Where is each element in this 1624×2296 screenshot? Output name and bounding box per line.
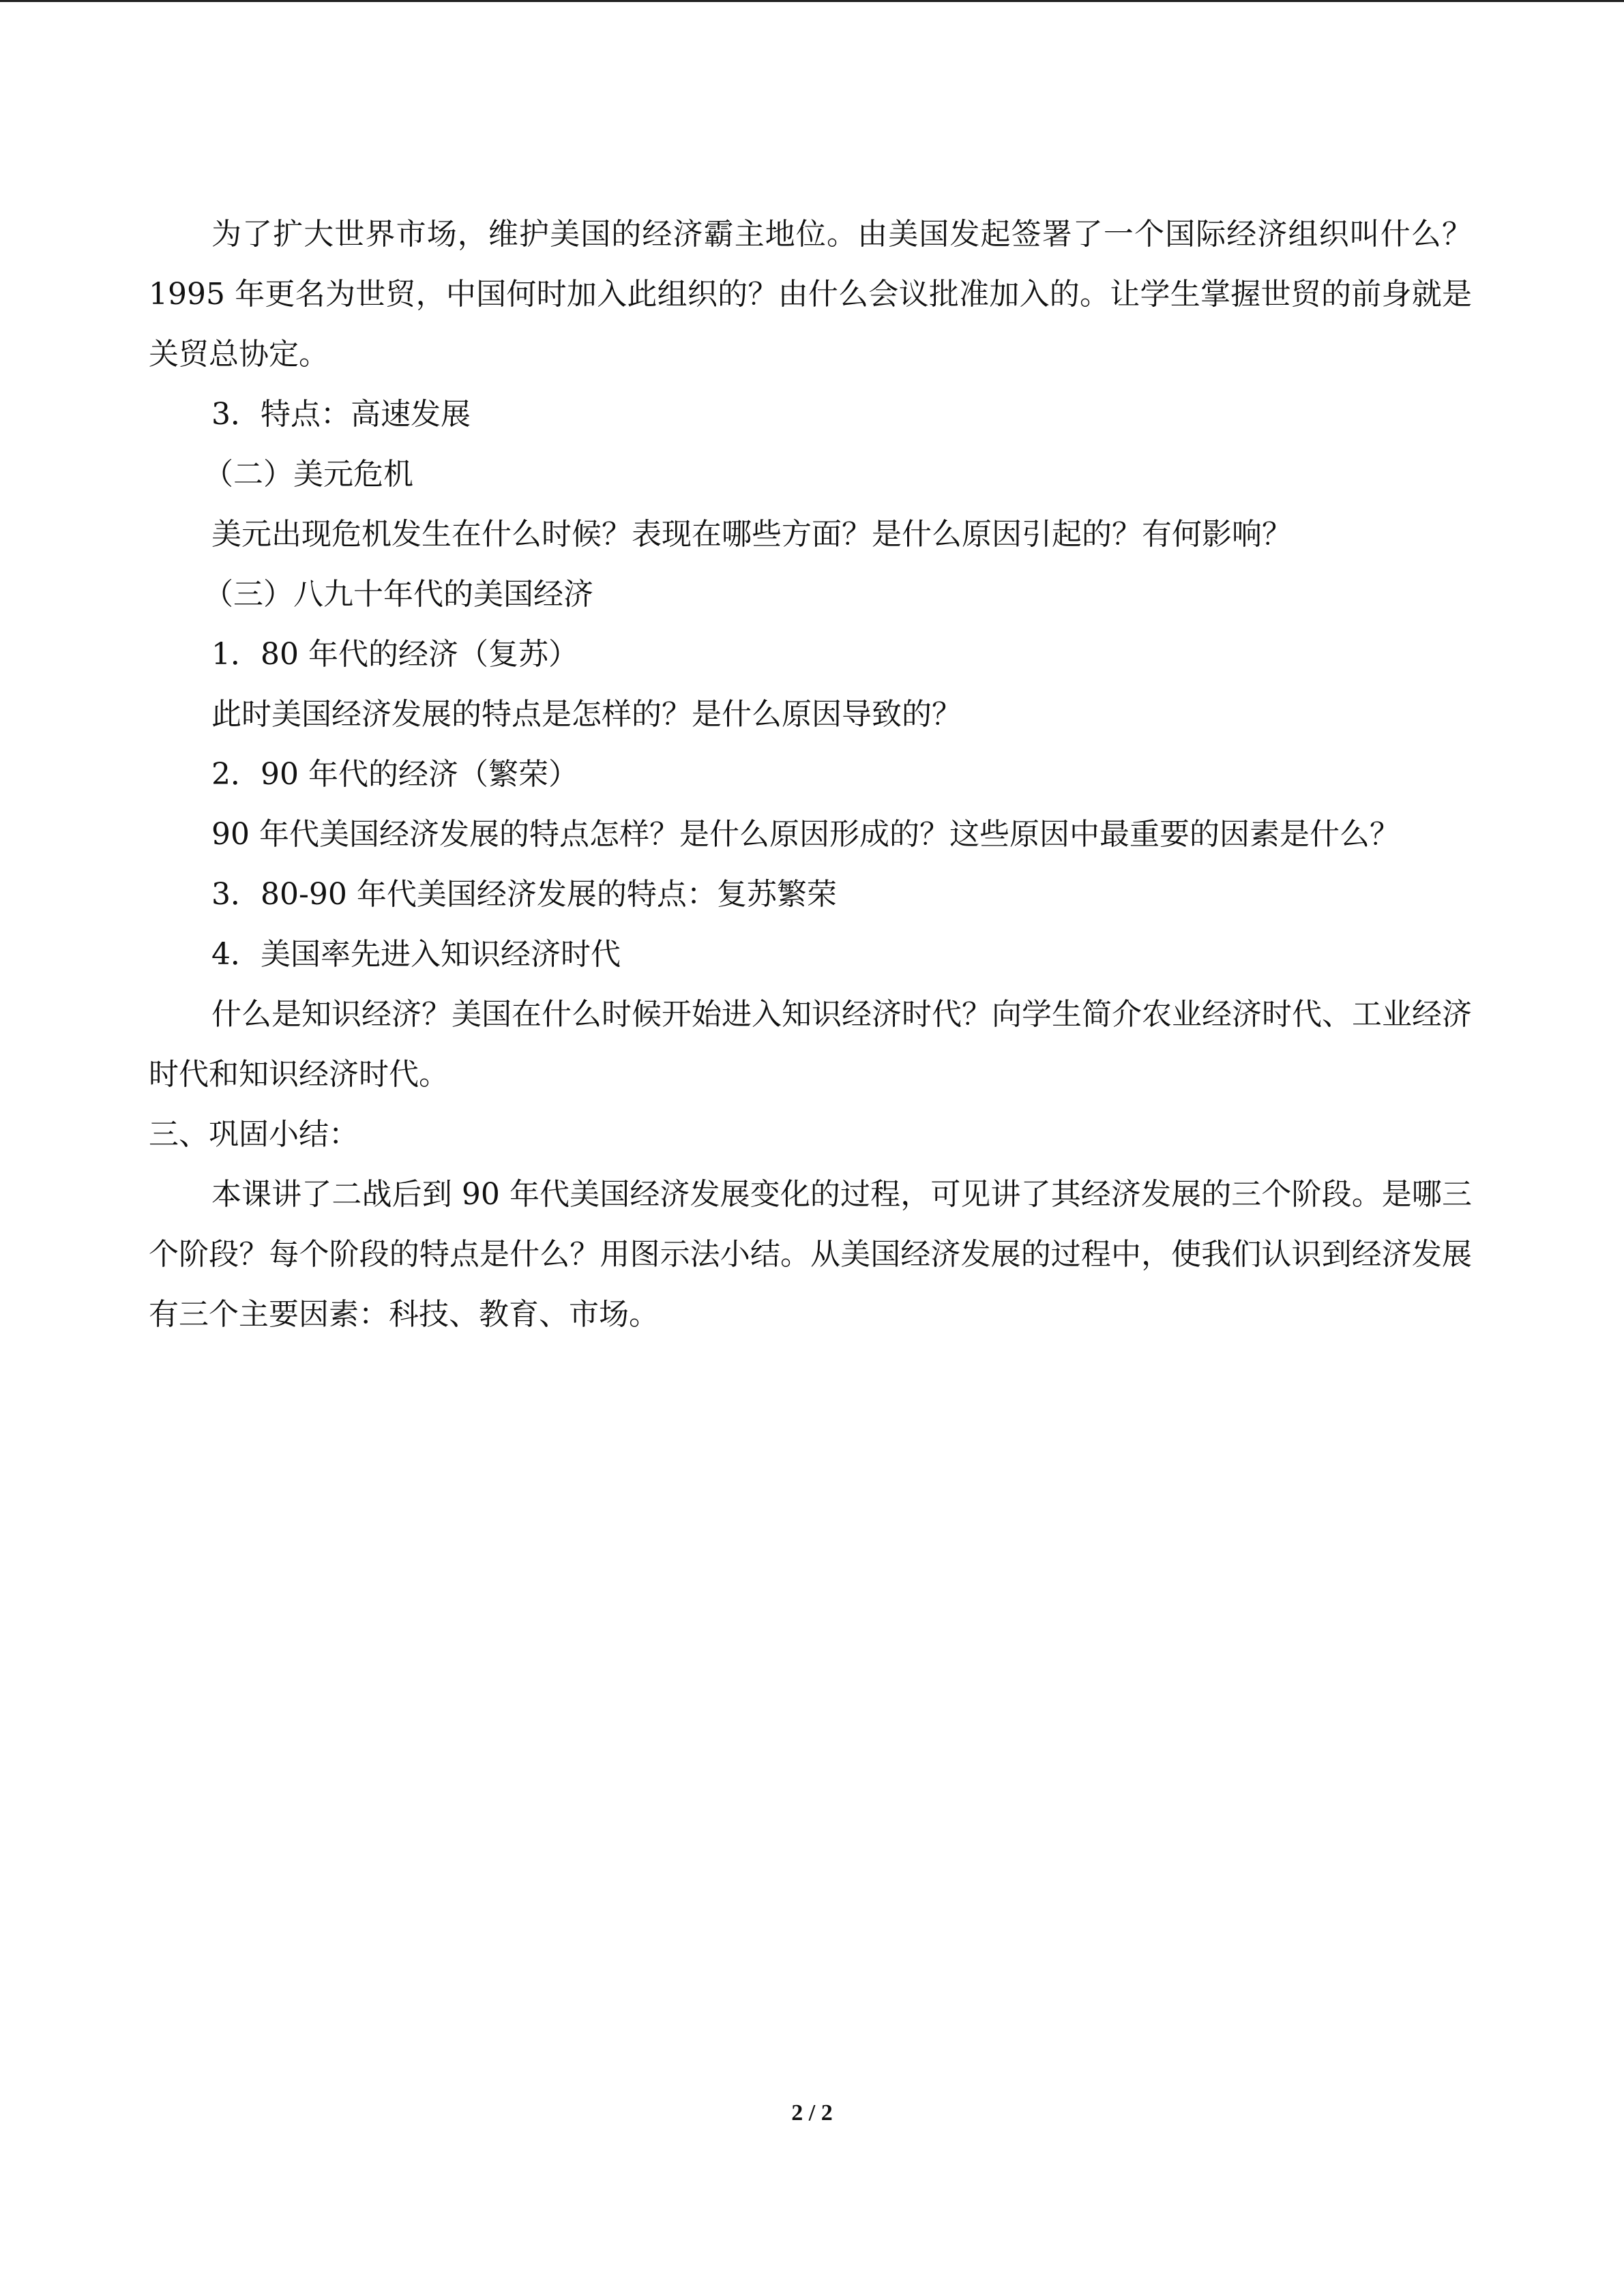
- paragraph-summary: 本课讲了二战后到 90 年代美国经济发展变化的过程，可见讲了其经济发展的三个阶段。是哪三个阶段？每个阶段的特点是什么？用图示法小结。从美国经济发展的过程中，使我们认识到经济发展有三个主要因素：科技、教育、市场。: [149, 1177, 1472, 1332]
- paragraph-wto: 为了扩大世界市场，维护美国的经济霸主地位。由美国发起签署了一个国际经济组织叫什么？1995 年更名为世贸，中国何时加入此组织的？由什么会议批准加入的。让学生掌握世贸的前身就是关贸总协定。: [149, 217, 1472, 372]
- paragraph-dollar-crisis: 美元出现危机发生在什么时候？表现在哪些方面？是什么原因引起的？有何影响？: [211, 517, 1292, 552]
- section-3-heading: （三）八九十年代的美国经济: [203, 577, 593, 612]
- page-number: 2 / 2: [791, 2100, 833, 2126]
- point-3-characteristics: 3．特点：高速发展: [211, 397, 471, 432]
- paragraph-80s-question: 此时美国经济发展的特点是怎样的？是什么原因导致的？: [211, 697, 962, 732]
- paragraph-90s-question: 90 年代美国经济发展的特点怎样？是什么原因形成的？这些原因中最重要的因素是什么？: [211, 817, 1400, 852]
- top-border: [0, 0, 1624, 2]
- section-summary-heading: 三、巩固小结：: [149, 1117, 359, 1152]
- point-2-90s: 2．90 年代的经济（繁荣）: [211, 757, 578, 792]
- point-4-knowledge-economy: 4．美国率先进入知识经济时代: [211, 937, 621, 972]
- section-2-heading: （二）美元危机: [203, 457, 413, 492]
- point-3-80-90s: 3．80-90 年代美国经济发展的特点：复苏繁荣: [211, 877, 837, 912]
- point-1-80s: 1．80 年代的经济（复苏）: [211, 637, 578, 672]
- paragraph-knowledge-economy: 什么是知识经济？美国在什么时候开始进入知识经济时代？向学生简介农业经济时代、工业经济时代和知识经济时代。: [149, 997, 1472, 1092]
- document-body: [149, 205, 1472, 1345]
